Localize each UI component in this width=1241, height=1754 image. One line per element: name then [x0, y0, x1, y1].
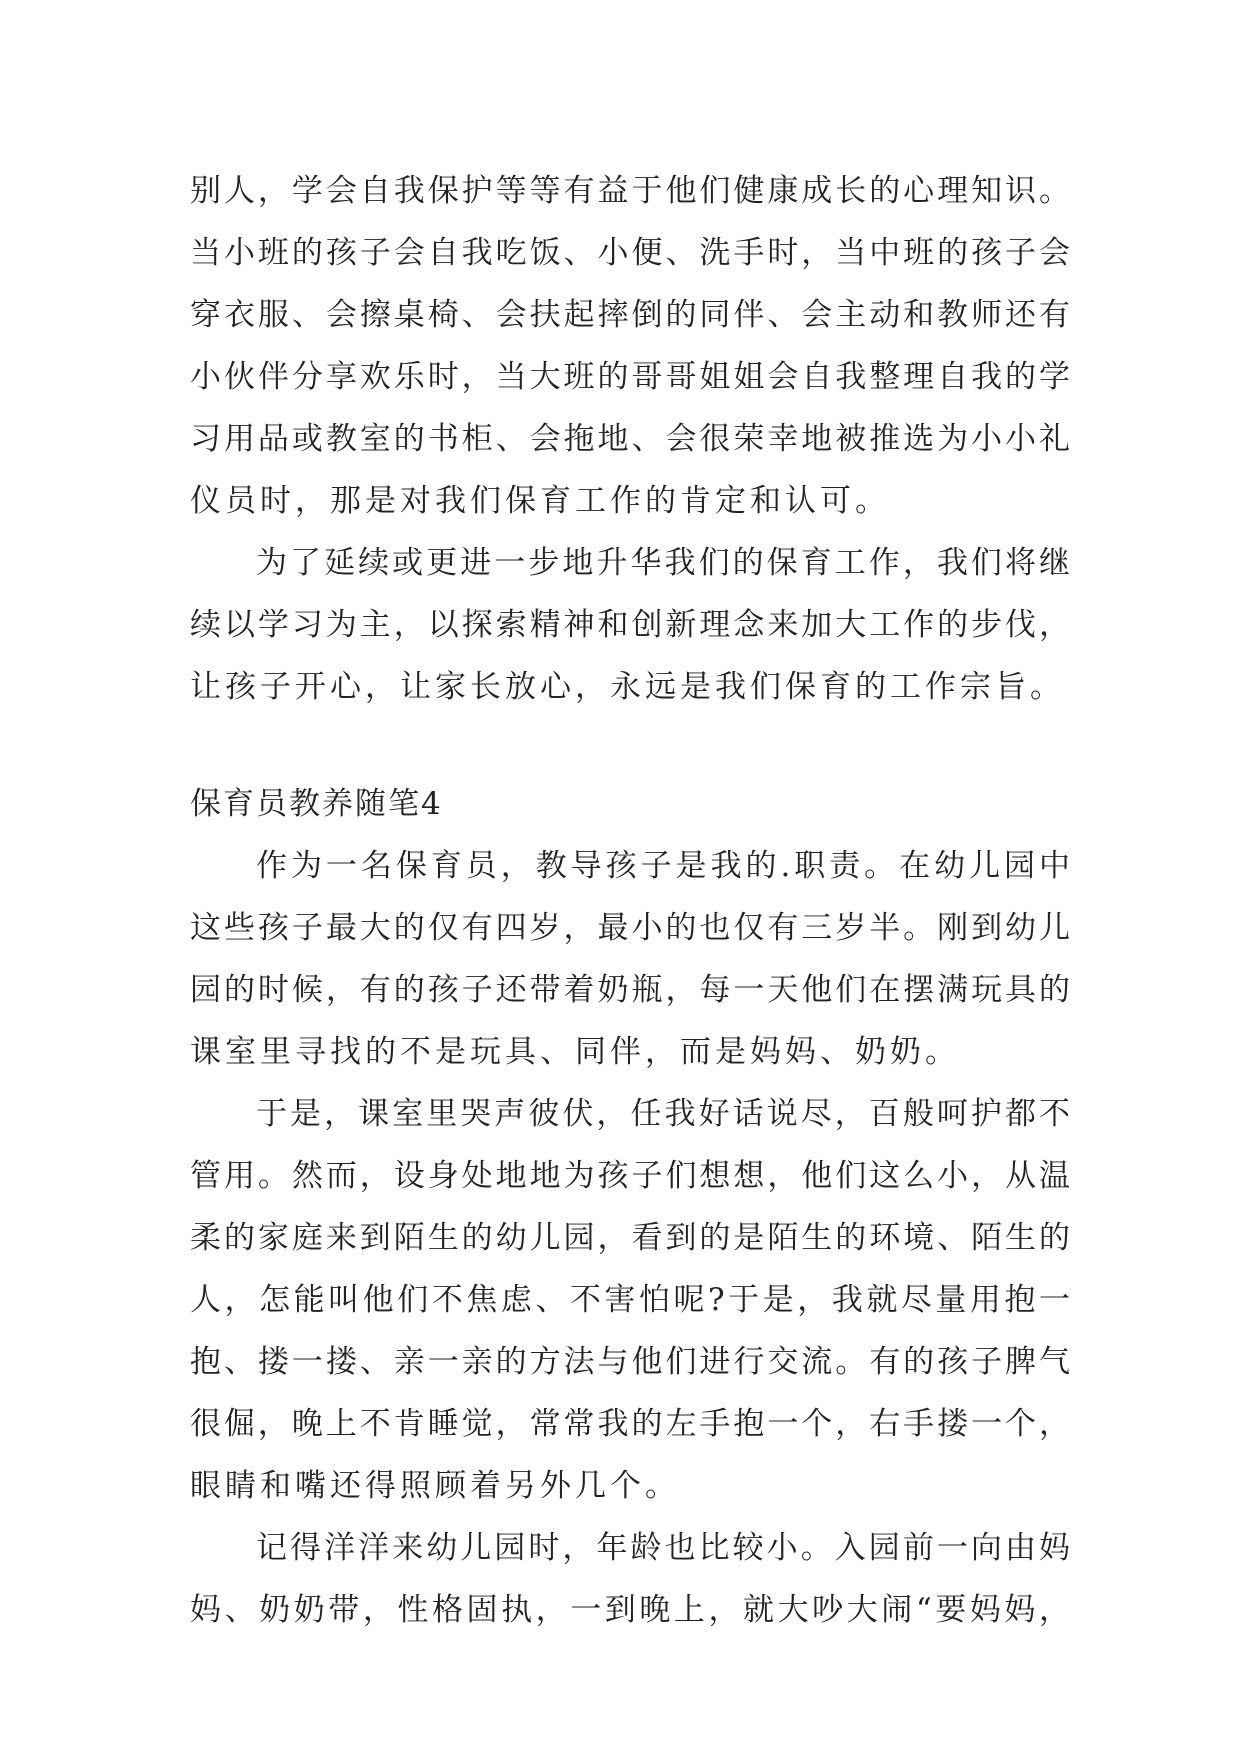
text-line: 管用。然而，设身处地地为孩子们想想，他们这么小，从温	[190, 1158, 1070, 1194]
paragraph	[190, 160, 1070, 532]
text-line: 课室里寻找的不是玩具、同伴，而是妈妈、奶奶。	[190, 1034, 960, 1070]
text-line: 于是，课室里哭声彼伏，任我好话说尽，百般呵护都不	[256, 1096, 1070, 1132]
text-line: 柔的家庭来到陌生的幼儿园，看到的是陌生的环境、陌生的	[190, 1220, 1070, 1256]
text-line: 眼睛和嘴还得照顾着另外几个。	[190, 1468, 680, 1504]
text-line: 别人，学会自我保护等等有益于他们健康成长的心理知识。	[190, 173, 1070, 209]
text-line: 人，怎能叫他们不焦虑、不害怕呢?于是，我就尽量用抱一	[190, 1282, 1070, 1318]
text-line: 为了延续或更进一步地升华我们的保育工作，我们将继	[256, 545, 1070, 581]
text-line: 仪员时，那是对我们保育工作的肯定和认可。	[190, 483, 890, 519]
text-line: 作为一名保育员，教导孩子是我的.职责。在幼儿园中	[256, 848, 1070, 884]
text-line: 习用品或教室的书柜、会拖地、会很荣幸地被推选为小小礼	[190, 421, 1070, 457]
text-line: 穿衣服、会擦桌椅、会扶起摔倒的同伴、会主动和教师还有	[190, 297, 1070, 333]
paragraph	[190, 532, 1070, 718]
text-line: 续以学习为主，以探索精神和创新理念来加大工作的步伐，	[190, 607, 1070, 643]
paragraph	[190, 835, 1070, 1083]
text-line: 妈、奶奶带，性格固执，一到晚上，就大吵大闹“要妈妈，	[190, 1592, 1070, 1628]
text-line: 当小班的孩子会自我吃饭、小便、洗手时，当中班的孩子会	[190, 235, 1070, 271]
text-line: 园的时候，有的孩子还带着奶瓶，每一天他们在摆满玩具的	[190, 972, 1070, 1008]
paragraph	[190, 1083, 1070, 1517]
text-line: 这些孩子最大的仅有四岁，最小的也仅有三岁半。刚到幼儿	[190, 910, 1070, 946]
document-body	[190, 160, 1070, 1641]
text-line: 小伙伴分享欢乐时，当大班的哥哥姐姐会自我整理自我的学	[190, 359, 1070, 395]
paragraph	[190, 1517, 1070, 1641]
section-gap	[190, 718, 1070, 773]
text-line: 记得洋洋来幼儿园时，年龄也比较小。入园前一向由妈	[256, 1530, 1070, 1566]
text-line: 让孩子开心，让家长放心，永远是我们保育的工作宗旨。	[190, 669, 1065, 705]
text-line: 抱、搂一搂、亲一亲的方法与他们进行交流。有的孩子脾气	[190, 1344, 1070, 1380]
section-title: 保育员教养随笔4	[190, 786, 443, 822]
text-line: 很倔，晚上不肯睡觉，常常我的左手抱一个，右手搂一个，	[190, 1406, 1070, 1442]
